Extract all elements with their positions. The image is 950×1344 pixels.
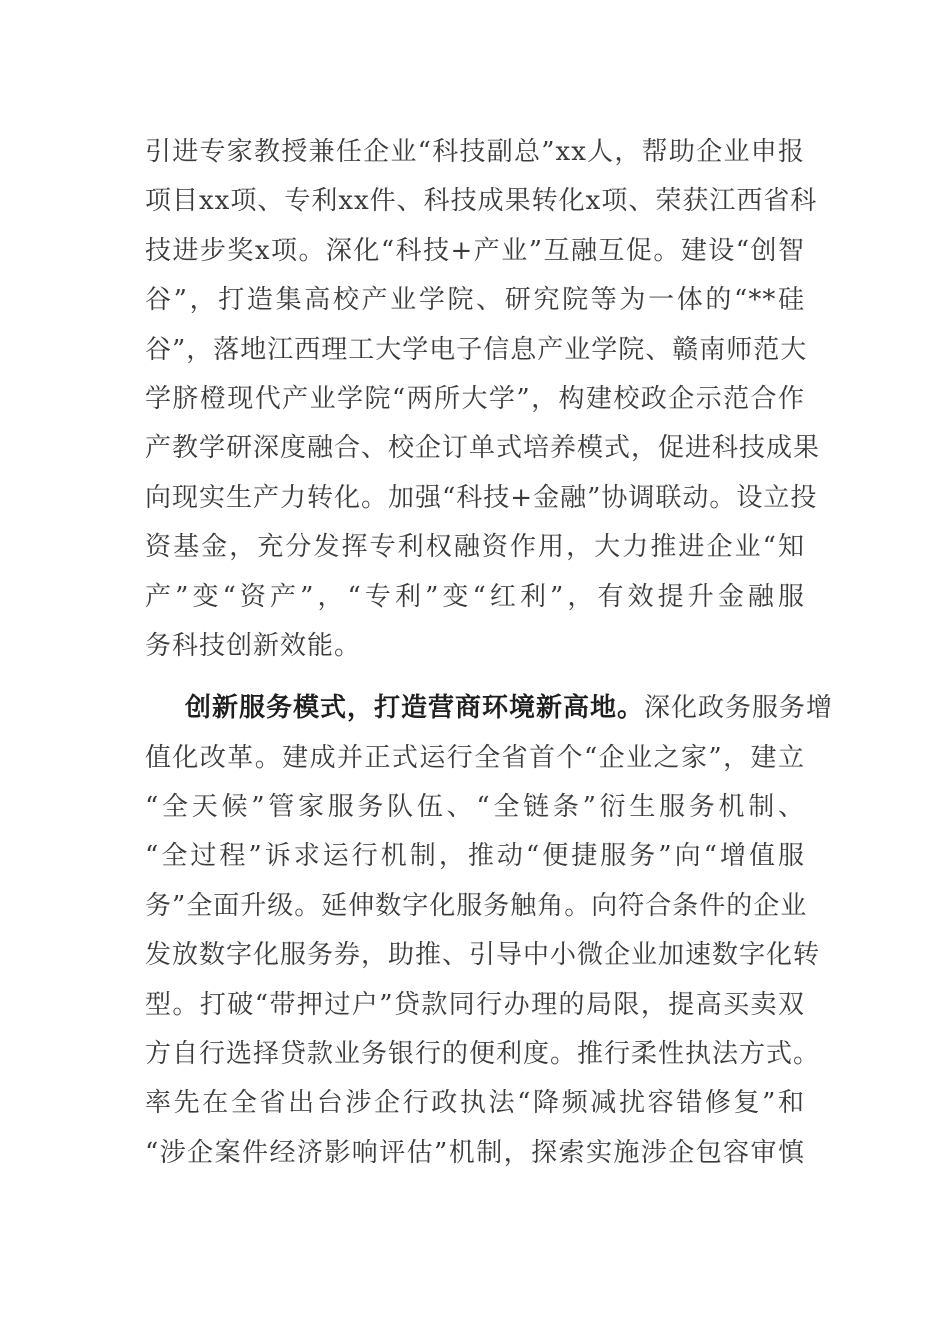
text-line: “涉企案件经济影响评估”机制，探索实施涉企包容审慎 [145,1137,805,1168]
paragraph-tech-innovation [145,128,821,671]
heading-continuation: 深化政务服务增 [644,693,834,724]
document-body [145,128,834,1178]
text-line: 项目xx项、专利xx件、科技成果转化x项、荣获江西省科 [145,186,818,217]
text-line: 产教学研深度融合、校企订单式培养模式，促进科技成果 [145,433,821,464]
text-line: 务科技创新效能。 [145,630,362,661]
text-line: 引进专家教授兼任企业“科技副总”xx人，帮助企业申报 [145,137,805,167]
text-line: 方自行选择贷款业务银行的便利度。推行柔性执法方式。 [145,1039,821,1070]
paragraph-gap [145,671,805,684]
text-line: 型。打破“带押过户”贷款同行办理的局限，提高买卖双 [145,989,805,1020]
text-line: 谷”，打造集高校产业学院、研究院等为一体的“**硅 [145,285,805,316]
text-line-first [145,684,834,733]
text-line: 率先在全省出台涉企行政执法“降频减扰容错修复”和 [145,1088,805,1119]
text-line: 务”全面升级。延伸数字化服务触角。向符合条件的企业 [145,890,808,921]
text-line: “全过程”诉求运行机制，推动“便捷服务”向“增值服 [145,841,805,872]
text-line: 谷”，落地江西理工大学电子信息产业学院、赣南师范大 [145,334,808,365]
paragraph-heading: 创新服务模式，打造营商环境新高地。 [185,693,645,724]
text-line: 产”变“资产”，“专利”变“红利”，有效提升金融服 [145,581,805,612]
text-line: 向现实生产力转化。加强“科技+金融”协调联动。设立投 [145,482,818,513]
text-line: 技进步奖x项。深化“科技+产业”互融互促。建设“创智 [145,235,805,266]
paragraph-service-model [145,684,834,1178]
text-line: “全天候”管家服务队伍、“全链条”衍生服务机制、 [145,792,805,823]
text-line: 发放数字化服务券，助推、引导中小微企业加速数字化转 [145,940,821,971]
text-line: 学脐橙现代产业学院“两所大学”，构建校政企示范合作 [145,383,805,414]
text-line: 资基金，充分发挥专利权融资作用，大力推进企业“知 [145,532,805,563]
text-line: 值化改革。建成并正式运行全省首个“企业之家”，建立 [145,742,805,773]
